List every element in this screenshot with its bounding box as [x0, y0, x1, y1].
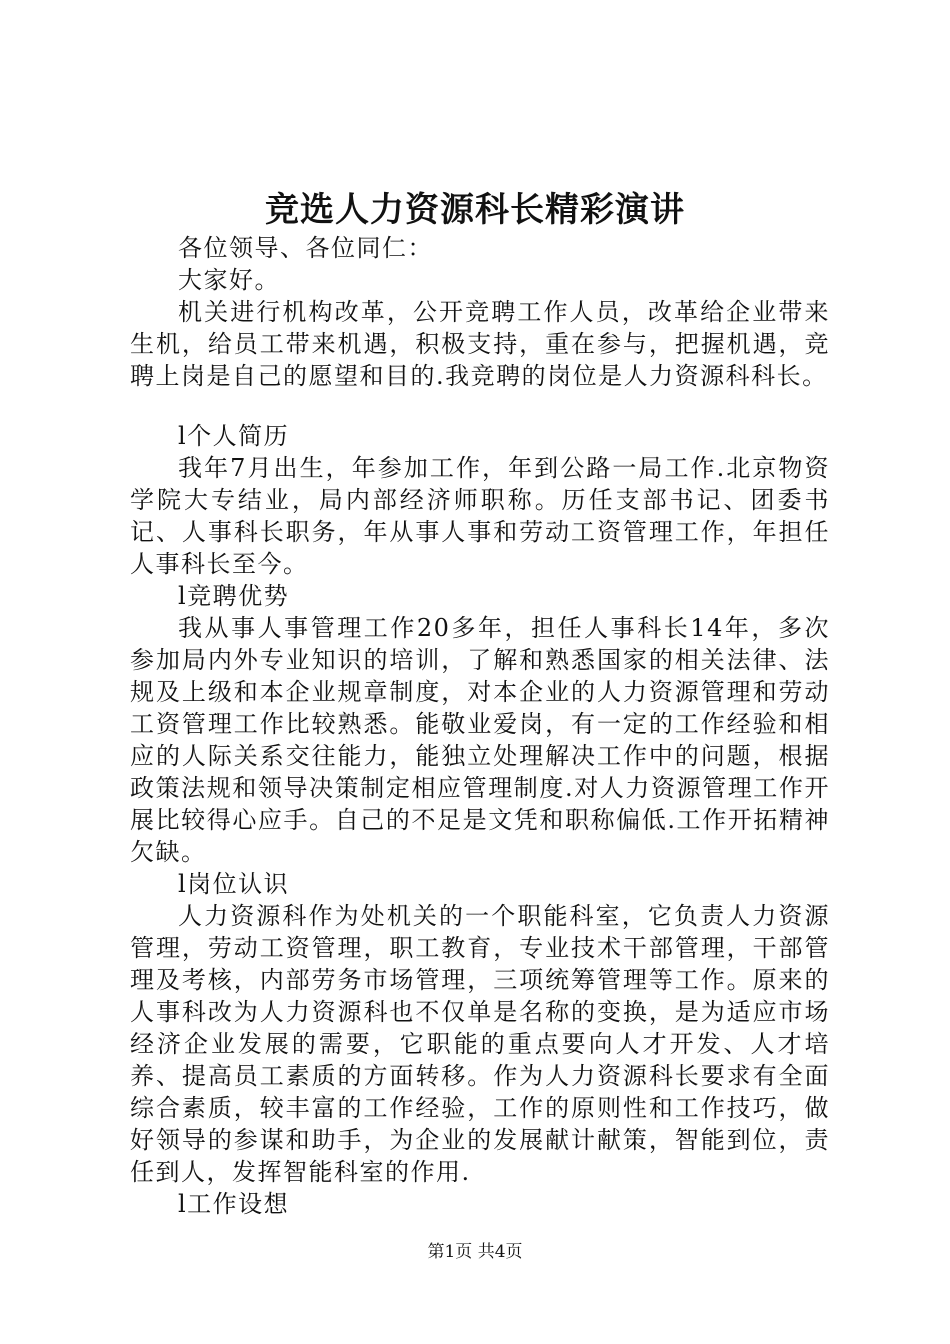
section-heading-plans: l工作设想: [178, 1190, 290, 1218]
section-text-understanding: 人力资源科作为处机关的一个职能科室，它负责人力资源管理，劳动工资管理，职工教育，专业技术干部管理，干部管理及考核，内部劳务市场管理，三项统筹管理等工作。原来的人事科改为人力资源科也不仅单是名称的变换，是为适应市场经济企业发展的需要，它职能的重点要向人才开发、人才培养、提高员工素质的方面转移。作为人力资源科长要求有全面综合素质，较丰富的工作经验，工作的原则性和工作技巧，做好领导的参谋和助手，为企业的发展献计献策，智能到位，责任到人，发挥智能科室的作用.: [130, 902, 830, 1186]
section-text-advantages: 我从事人事管理工作20多年，担任人事科长14年，多次参加局内外专业知识的培训，了解和熟悉国家的相关法律、法规及上级和本企业规章制度，对本企业的人力资源管理和劳动工资管理工作比较熟悉。能敬业爱岗，有一定的工作经验和相应的人际关系交往能力，能独立处理解决工作中的问题，根据政策法规和领导决策制定相应管理制度.对人力资源管理工作开展比较得心应手。自己的不足是文凭和职称偏低.工作开拓精神欠缺。: [130, 614, 830, 866]
greeting: 大家好。: [178, 266, 280, 294]
intro-paragraph: 机关进行机构改革，公开竞聘工作人员，改革给企业带来生机，给员工带来机遇，积极支持，重在参与，把握机遇，竞聘上岗是自己的愿望和目的.我竞聘的岗位是人力资源科科长。: [130, 298, 830, 390]
document-title: 竞选人力资源科长精彩演讲: [265, 190, 685, 230]
section-heading-resume: l个人简历: [178, 422, 290, 450]
salutation: 各位领导、各位同仁：: [178, 234, 433, 262]
section-heading-understanding: l岗位认识: [178, 870, 290, 898]
section-text-resume: 我年7月出生，年参加工作，年到公路一局工作.北京物资学院大专结业，局内部经济师职称。历任支部书记、团委书记、人事科长职务，年从事人事和劳动工资管理工作，年担任人事科长至今。: [130, 454, 830, 578]
document-body: [130, 232, 830, 1220]
page-footer: 第1页 共4页: [427, 1242, 523, 1262]
section-heading-advantages: l竞聘优势: [178, 582, 290, 610]
